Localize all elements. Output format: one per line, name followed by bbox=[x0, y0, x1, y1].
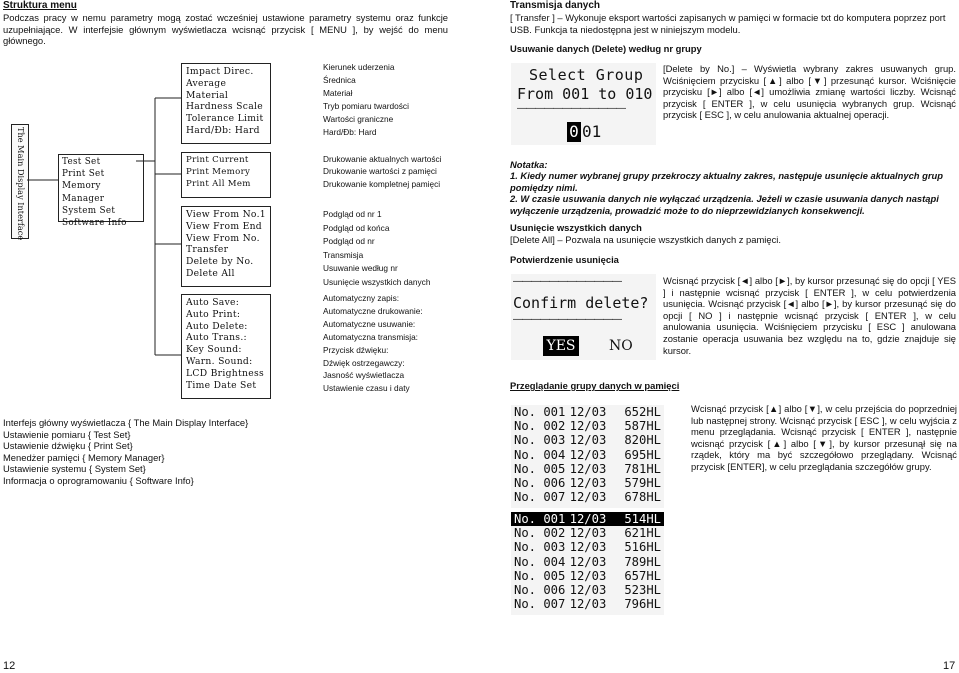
select-group-lcd bbox=[511, 63, 656, 145]
row-date: 12/03 bbox=[569, 554, 607, 569]
sys-auto-save[interactable]: Auto Save: bbox=[186, 297, 240, 308]
desc-text: Drukowanie wartości z pamięci bbox=[323, 166, 437, 177]
row-date: 12/03 bbox=[569, 597, 607, 612]
test-material[interactable]: Material bbox=[186, 89, 229, 101]
lcd-dashes-top: ———————————— bbox=[513, 276, 621, 287]
row-value: 579HL bbox=[624, 476, 661, 491]
sys-warn-sound[interactable]: Warn. Sound: bbox=[186, 355, 253, 367]
mem-transfer[interactable]: Transfer bbox=[186, 244, 229, 256]
legend-line: Ustawienie dźwięku { Print Set} bbox=[3, 440, 133, 452]
legend-line: Interfejs główny wyświetlacza { The Main Display Interface} bbox=[3, 417, 249, 428]
legend-line: Ustawienie systemu { System Set} bbox=[3, 463, 146, 475]
lcd-no-option[interactable]: NO bbox=[609, 338, 633, 354]
memory-manager-box bbox=[181, 206, 271, 287]
lcd-dashes-bottom: ———————————— bbox=[513, 314, 621, 325]
table-row[interactable] bbox=[511, 433, 664, 447]
usuniecie-title: Usunięcie wszystkich danych bbox=[510, 222, 642, 233]
print-current[interactable]: Print Current bbox=[186, 155, 249, 165]
lcd-line1: Select Group bbox=[529, 66, 644, 84]
memory-table-2 bbox=[511, 512, 664, 615]
left-intro: Podczas pracy w nemu parametry mogą zostać wcześniej ustawione parametry systemu oraz funkcje uzupełniające. W interfejsie głównym wyświetlacza wcisnąć przycisk [ MENU ], by wejść do menu głównego. bbox=[3, 12, 448, 47]
desc-text: Transmisja bbox=[323, 249, 364, 260]
row-number: No. 003 bbox=[514, 433, 566, 448]
row-date: 12/03 bbox=[569, 526, 607, 541]
table-row[interactable] bbox=[511, 597, 664, 611]
menu-item-print-set[interactable]: Print Set bbox=[62, 169, 105, 180]
row-number: No. 004 bbox=[514, 554, 566, 569]
desc-system bbox=[323, 292, 423, 395]
mem-delete-by-no[interactable]: Delete by No. bbox=[186, 256, 254, 268]
row-value: 657HL bbox=[624, 568, 661, 583]
table-row[interactable] bbox=[511, 569, 664, 583]
sys-auto-print[interactable]: Auto Print: bbox=[186, 308, 241, 320]
notatka-title: Notatka: bbox=[510, 159, 548, 170]
note-1: 1. Kiedy numer wybranej grupy przekroczy aktualny zakres, następuje usunięcie aktualnych grup pomiędzy nimi. bbox=[510, 170, 943, 193]
table-row[interactable] bbox=[511, 526, 664, 540]
desc-text: Drukowanie kompletnej pamięci bbox=[323, 178, 441, 189]
potwierdzenie-heading: Potwierdzenie usunięcia bbox=[510, 254, 619, 265]
desc-text: Dźwięk ostrzegawczy: bbox=[323, 357, 405, 368]
row-date: 12/03 bbox=[569, 540, 607, 555]
row-number: No. 003 bbox=[514, 540, 566, 555]
row-value: 796HL bbox=[624, 597, 661, 612]
desc-text: Hard/Ðb: Hard bbox=[323, 126, 377, 137]
test-impact-direc[interactable]: Impact Direc. bbox=[186, 66, 254, 77]
test-hard-ob[interactable]: Hard/Ðb: Hard bbox=[186, 124, 260, 136]
page-number-right: 17 bbox=[943, 660, 956, 672]
row-date: 12/03 bbox=[569, 583, 607, 598]
test-average[interactable]: Average bbox=[186, 77, 227, 89]
row-date: 12/03 bbox=[569, 405, 607, 419]
row-value: 514HL bbox=[624, 512, 661, 526]
menu-item-system-set[interactable]: System Set bbox=[62, 205, 116, 216]
desc-text: Automatyczna transmisja: bbox=[323, 331, 418, 342]
desc-text: Usunięcie wszystkich danych bbox=[323, 276, 431, 287]
desc-test-set bbox=[323, 61, 409, 138]
row-date: 12/03 bbox=[569, 476, 607, 491]
row-date: 12/03 bbox=[569, 490, 607, 505]
row-number: No. 007 bbox=[514, 490, 566, 505]
table-row[interactable] bbox=[511, 448, 664, 462]
desc-print-set bbox=[323, 153, 442, 190]
sys-auto-delete[interactable]: Auto Delete: bbox=[186, 320, 248, 332]
confirm-delete-lcd bbox=[511, 274, 656, 360]
notes bbox=[510, 170, 957, 216]
note-2: 2. W czasie usuwania danych nie wyłączać urządzenia. Jeżeli w czasie usuwania danych nastąpi wyłączenie urządzenia, prowadzić może to do nieprzewidzianych konsekwencji. bbox=[510, 193, 939, 216]
delete-by-no-text: [Delete by No.] – Wyświetla wybrany zakres usuwanych grup. Wciśnięciem przycisku [▲] albo [▼] przesunąć kursor. Wciśnięcie przycisku [►] albo [◄] umożliwia zmianę wartości liczby. Wcisnąć przycisk [ ENTER ], w celu usunięcia wybranych grup. Wcisnąć przycisk [ ESC ], w celu anulowania aktualnej operacji. bbox=[663, 63, 956, 121]
row-date: 12/03 bbox=[569, 433, 607, 448]
memory-table-1 bbox=[511, 405, 664, 508]
row-number: No. 007 bbox=[514, 597, 566, 612]
page-number-left: 12 bbox=[3, 660, 16, 672]
row-number: No. 004 bbox=[514, 447, 566, 462]
row-number: No. 005 bbox=[514, 461, 566, 476]
transmisja-text: [ Transfer ] – Wykonuje eksport wartości zapisanych w pamięci w formacie txt do komputera poprzez port USB. Funkcja ta niedostępna jest w niniejszym modelu. bbox=[510, 12, 946, 35]
row-number: No. 006 bbox=[514, 583, 566, 598]
menu-item-memory-manager[interactable]: Memory Manager bbox=[62, 181, 105, 204]
mem-delete-all[interactable]: Delete All bbox=[186, 267, 235, 279]
desc-text: Usuwanie według nr bbox=[323, 263, 398, 274]
row-date: 12/03 bbox=[569, 419, 607, 434]
table-row[interactable] bbox=[511, 490, 664, 504]
mem-view-from-end[interactable]: View From End bbox=[186, 220, 262, 232]
row-value: 652HL bbox=[624, 405, 661, 419]
lcd-yes-option[interactable]: YES bbox=[543, 336, 579, 356]
legend-line: Menedżer pamięci { Memory Manager} bbox=[3, 451, 165, 463]
left-heading: Struktura menu bbox=[3, 0, 77, 11]
row-number: No. 005 bbox=[514, 568, 566, 583]
print-memory[interactable]: Print Memory bbox=[186, 166, 251, 177]
lcd-confirm-question: Confirm delete? bbox=[513, 294, 649, 312]
desc-memory bbox=[323, 208, 430, 290]
lcd-cursor[interactable]: 0 bbox=[567, 122, 581, 142]
desc-text: Wartości graniczne bbox=[323, 113, 394, 124]
mem-view-from-no[interactable]: View From No. bbox=[186, 232, 260, 244]
lcd-dashes: ———————————— bbox=[517, 103, 625, 114]
test-set-box bbox=[181, 63, 271, 144]
print-all-mem[interactable]: Print All Mem bbox=[186, 178, 251, 189]
usuniecie-text: [Delete All] – Pozwala na usunięcie wszystkich danych z pamięci. bbox=[510, 234, 781, 245]
legend-line: Informacja o oprogramowaniu { Software Info} bbox=[3, 474, 194, 486]
test-tolerance-limit[interactable]: Tolerance Limit bbox=[186, 113, 264, 125]
row-date: 12/03 bbox=[569, 461, 607, 476]
table-row[interactable] bbox=[511, 555, 664, 569]
desc-text: Przycisk dźwięku: bbox=[323, 344, 389, 355]
main-display-title: The Main Display Interface bbox=[16, 127, 26, 241]
table-row[interactable] bbox=[511, 419, 664, 433]
row-value: 695HL bbox=[624, 447, 661, 462]
table-row[interactable] bbox=[511, 476, 664, 490]
przegladanie-heading: Przeglądanie grupy danych w pamięci bbox=[510, 380, 680, 391]
desc-text: Drukowanie aktualnych wartości bbox=[323, 154, 442, 164]
table-row[interactable] bbox=[511, 512, 664, 526]
table-row[interactable] bbox=[511, 462, 664, 476]
row-date: 12/03 bbox=[569, 568, 607, 583]
row-date: 12/03 bbox=[569, 512, 607, 526]
legend-line: Ustawienie pomiaru { Test Set} bbox=[3, 428, 131, 440]
row-value: 587HL bbox=[624, 419, 661, 434]
row-number: No. 002 bbox=[514, 419, 566, 434]
table-row[interactable] bbox=[511, 405, 664, 419]
usuwanie-heading: Usuwanie danych (Delete) według nr grupy bbox=[510, 43, 702, 54]
sys-time-date-set[interactable]: Time Date Set bbox=[186, 379, 257, 391]
row-value: 621HL bbox=[624, 526, 661, 541]
desc-text: Tryb pomiaru twardości bbox=[323, 100, 409, 111]
sys-lcd-brightness[interactable]: LCD Brightness bbox=[186, 367, 264, 379]
row-number: No. 001 bbox=[514, 512, 566, 526]
desc-text: Kierunek uderzenia bbox=[323, 62, 395, 72]
menu-item-test-set[interactable]: Test Set bbox=[62, 157, 101, 167]
system-set-box bbox=[181, 294, 271, 399]
row-value: 781HL bbox=[624, 461, 661, 476]
confirm-text: Wcisnąć przycisk [◄] albo [►], by kursor przesunąć się do opcji [ YES ] i następnie wcisnąć przycisk [ ENTER ], w celu potwierdzenia usunięcia. Wcisnąć przycisk [◄] albo [►], by kursor przesunąć się do opcji [ NO ] i następnie wcisnąć przycisk [ ENTER ], w celu anulowania usunięcia. Wciśnięciem przycisku [ ESC ] anulowana zostanie operacja usuwania bez względu na to, gdzie znajduje się kursor. bbox=[663, 275, 956, 356]
desc-text: Podgląd od nr bbox=[323, 236, 375, 247]
desc-text: Automatyczny zapis: bbox=[323, 293, 400, 303]
row-number: No. 001 bbox=[514, 405, 566, 419]
row-value: 820HL bbox=[624, 433, 661, 448]
lcd-line2: From 001 to 010 bbox=[517, 85, 653, 103]
desc-text: Ustawienie czasu i daty bbox=[323, 383, 410, 394]
desc-text: Automatyczne usuwanie: bbox=[323, 318, 416, 329]
desc-text: Średnica bbox=[323, 74, 356, 85]
desc-text: Podgląd od końca bbox=[323, 222, 390, 233]
sys-key-sound[interactable]: Key Sound: bbox=[186, 344, 242, 356]
row-number: No. 006 bbox=[514, 476, 566, 491]
table-row[interactable] bbox=[511, 583, 664, 597]
row-date: 12/03 bbox=[569, 447, 607, 462]
test-hardness-scale[interactable]: Hardness Scale bbox=[186, 101, 263, 113]
browse-text: Wcisnąć przycisk [▲] albo [▼], w celu przejścia do poprzedniej lub następnej strony. Wcisnąć przycisk [ ESC ], w celu wyjścia z menu przeglądania. Wcisnąć przycisk [ ENTER ], następnie wcisnąć przycisk [▲] albo [▼], by kursor przesunął się na rządek, który ma być szczegółowo przeglądany. Wcisnąć przycisk [ENTER], w celu przeglądania szczegółów grupy. bbox=[691, 403, 957, 472]
row-value: 516HL bbox=[624, 540, 661, 555]
row-number: No. 002 bbox=[514, 526, 566, 541]
desc-text: Materiał bbox=[323, 87, 353, 98]
transmisja-heading: Transmisja danych bbox=[510, 0, 601, 11]
row-value: 789HL bbox=[624, 554, 661, 569]
desc-text: Automatyczne drukowanie: bbox=[323, 305, 423, 316]
row-value: 523HL bbox=[624, 583, 661, 598]
desc-text: Jasność wyświetlacza bbox=[323, 370, 405, 381]
sys-auto-trans[interactable]: Auto Trans.: bbox=[186, 332, 247, 344]
menu-item-software-info[interactable]: Software Info bbox=[62, 218, 127, 229]
desc-text: Podgląd od nr 1 bbox=[323, 209, 382, 219]
print-set-box bbox=[181, 152, 271, 198]
table-row[interactable] bbox=[511, 540, 664, 554]
lcd-rest: 01 bbox=[582, 122, 602, 141]
legend bbox=[3, 417, 248, 487]
row-value: 678HL bbox=[624, 490, 661, 505]
mem-view-from-no1[interactable]: View From No.1 bbox=[186, 209, 266, 220]
